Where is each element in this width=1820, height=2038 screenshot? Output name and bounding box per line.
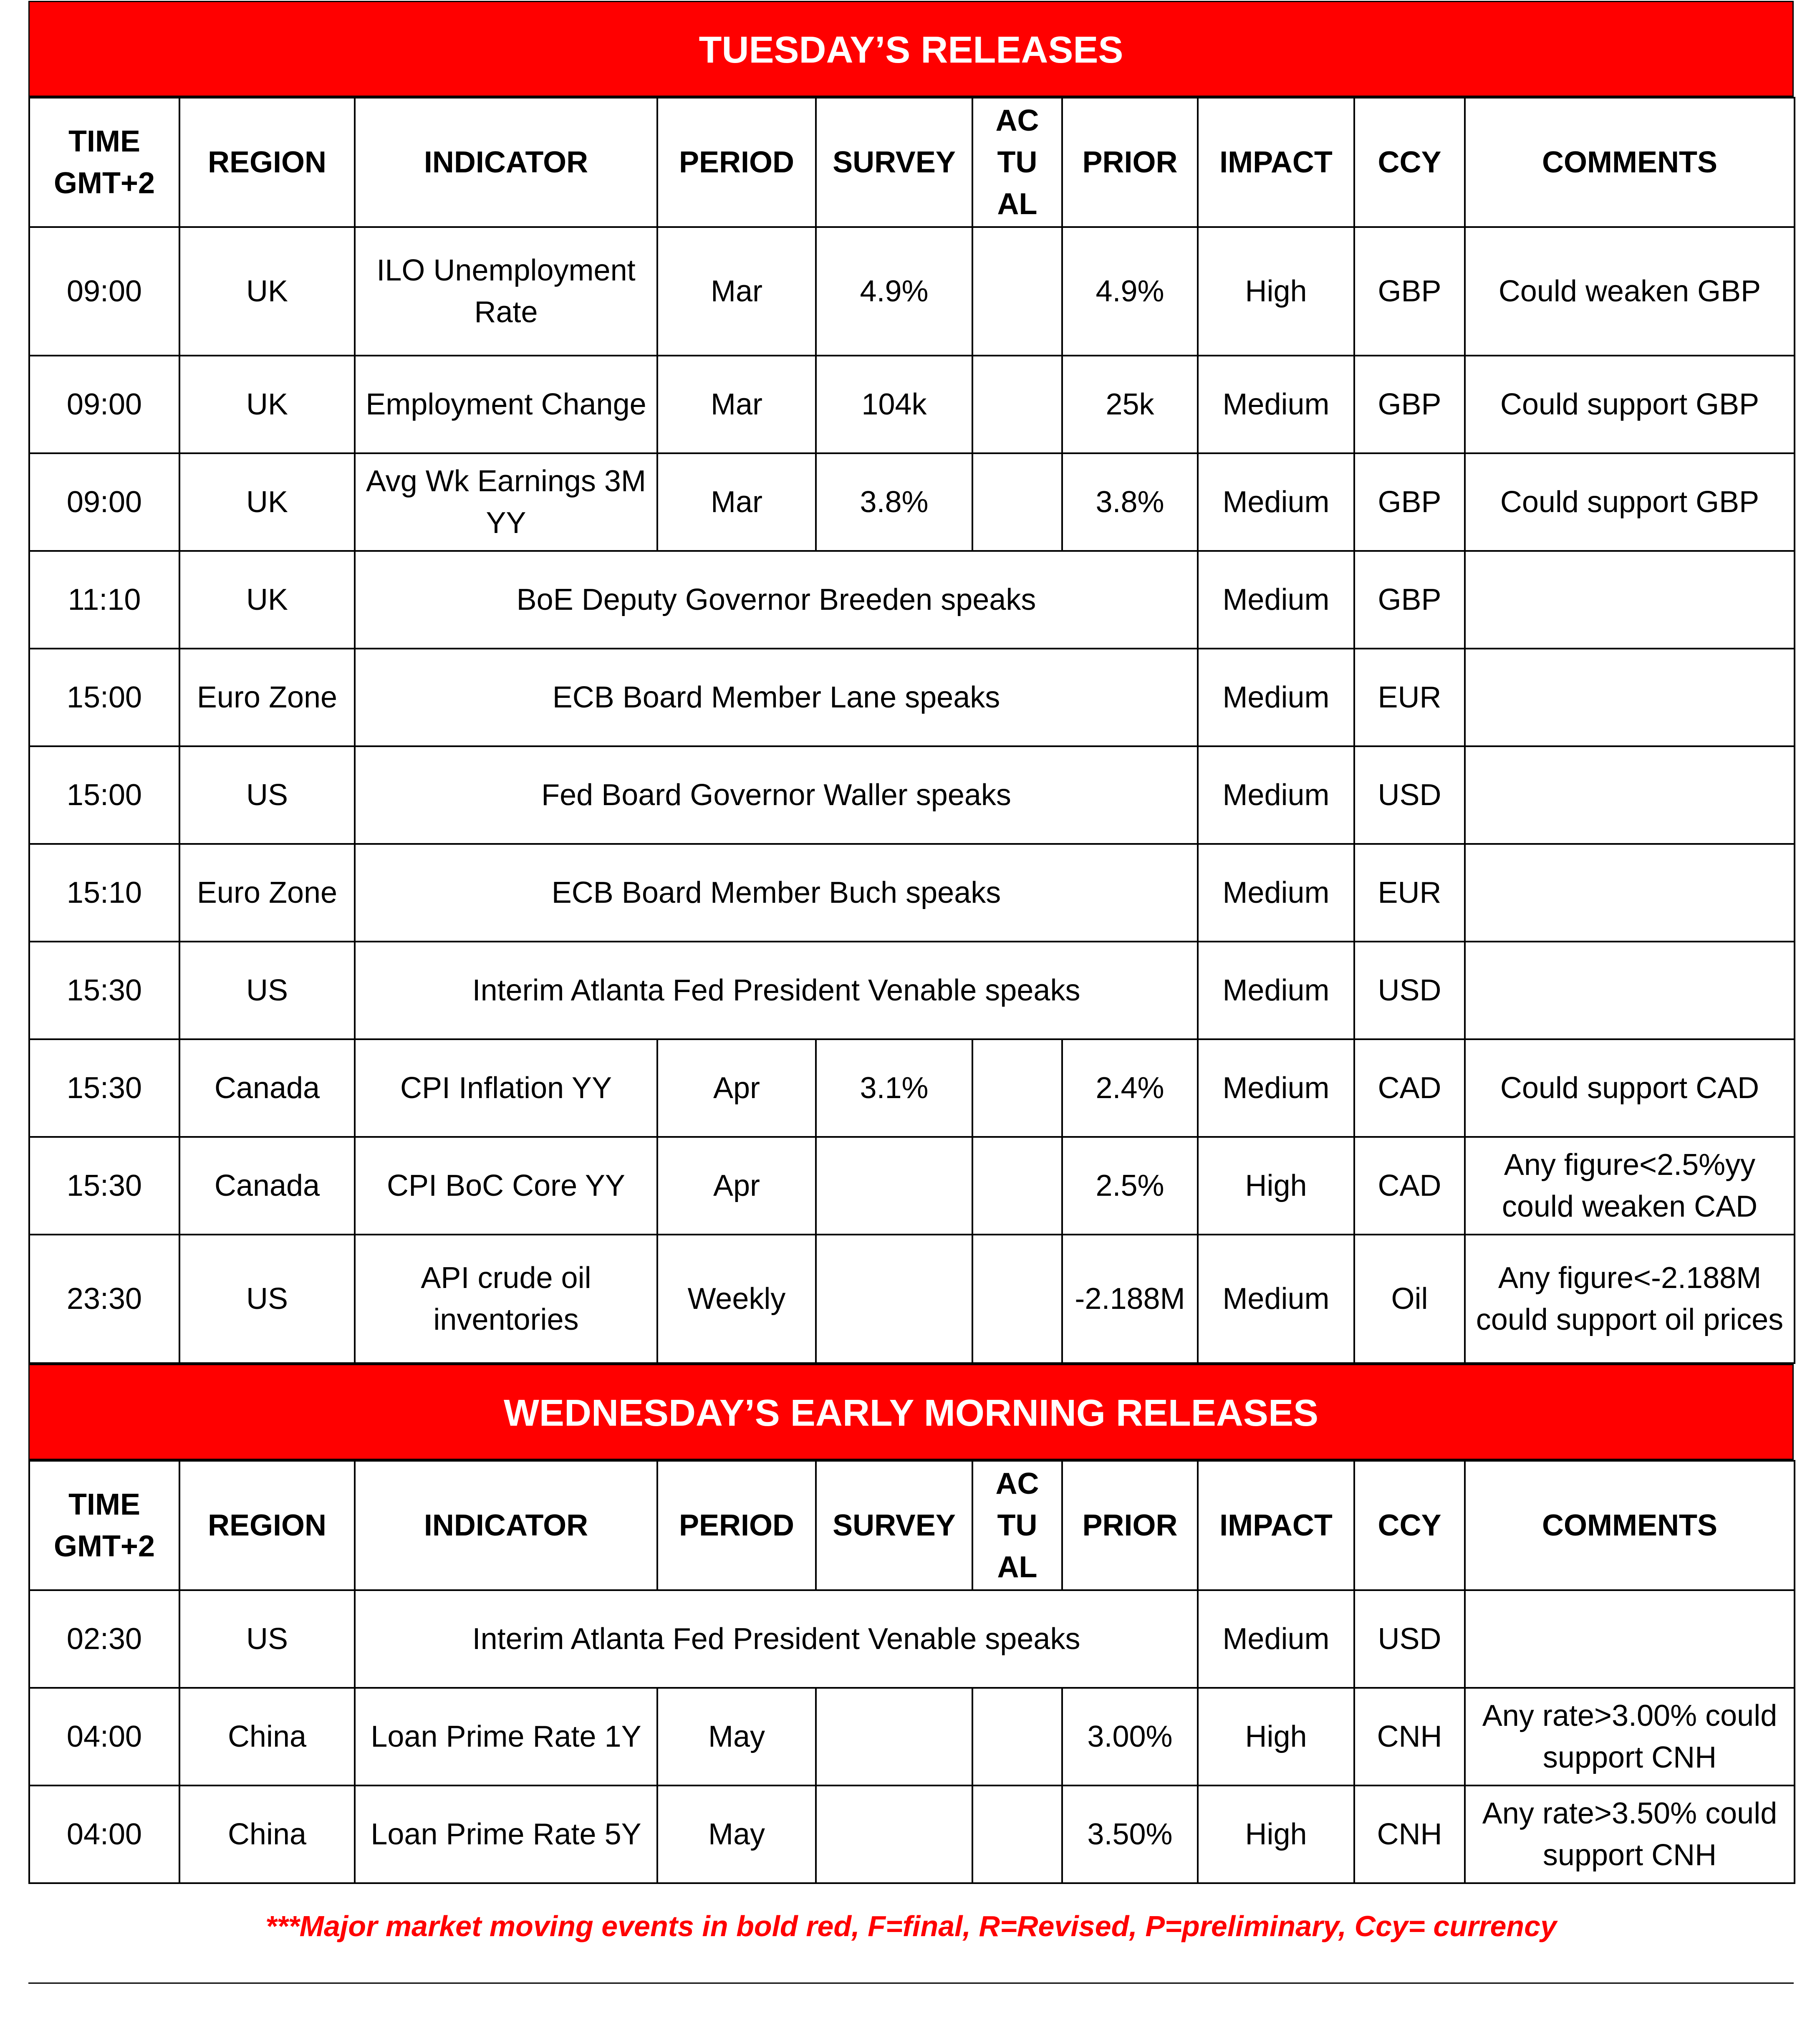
table-row (29, 844, 1795, 942)
cell-period: Mar (657, 356, 816, 453)
cell-indicator: ILO Unemployment Rate (355, 227, 657, 356)
cell-indicator: Loan Prime Rate 1Y (355, 1688, 657, 1785)
cell-comments: Any rate>3.00% could support CNH (1465, 1688, 1795, 1785)
cell-impact: Medium (1198, 746, 1354, 844)
cell-indicator: CPI BoC Core YY (355, 1137, 657, 1235)
cell-event: ECB Board Member Lane speaks (355, 649, 1198, 746)
cell-region: US (179, 746, 355, 844)
cell-actual (972, 1785, 1062, 1883)
cell-time: 23:30 (29, 1235, 179, 1363)
cell-impact: Medium (1198, 942, 1354, 1039)
section-banner-wednesday: WEDNESDAY’S EARLY MORNING RELEASES (28, 1364, 1794, 1460)
cell-indicator: CPI Inflation YY (355, 1039, 657, 1137)
cell-ccy: GBP (1354, 227, 1465, 356)
cell-region: Canada (179, 1137, 355, 1235)
table-row (29, 1137, 1795, 1235)
section-banner-tuesday: TUESDAY’S RELEASES (28, 1, 1794, 97)
cell-survey: 4.9% (816, 227, 972, 356)
cell-impact: Medium (1198, 1590, 1354, 1688)
col-header-ccy: CCY (1354, 1461, 1465, 1590)
cell-indicator: Loan Prime Rate 5Y (355, 1785, 657, 1883)
cell-ccy: CAD (1354, 1137, 1465, 1235)
table-row (29, 1688, 1795, 1785)
cell-period: Mar (657, 227, 816, 356)
cell-impact: Medium (1198, 551, 1354, 649)
cell-comments: Any rate>3.50% could support CNH (1465, 1785, 1795, 1883)
col-header-actual: AC TU AL (972, 98, 1062, 227)
col-header-prior: PRIOR (1062, 1461, 1198, 1590)
table-row (29, 356, 1795, 453)
cell-comments: Could support CAD (1465, 1039, 1795, 1137)
cell-comments (1465, 942, 1795, 1039)
col-header-survey: SURVEY (816, 1461, 972, 1590)
cell-event: ECB Board Member Buch speaks (355, 844, 1198, 942)
table-row (29, 551, 1795, 649)
cell-impact: Medium (1198, 1235, 1354, 1363)
releases-table-tuesday (28, 97, 1795, 1364)
cell-ccy: CAD (1354, 1039, 1465, 1137)
cell-impact: Medium (1198, 356, 1354, 453)
cell-ccy: GBP (1354, 551, 1465, 649)
cell-survey (816, 1688, 972, 1785)
cell-region: China (179, 1785, 355, 1883)
table-row (29, 649, 1795, 746)
cell-survey: 3.1% (816, 1039, 972, 1137)
col-header-time: TIME GMT+2 (29, 98, 179, 227)
cell-indicator: Employment Change (355, 356, 657, 453)
cell-period: Apr (657, 1137, 816, 1235)
table-row (29, 1785, 1795, 1883)
table-header (29, 98, 1795, 227)
cell-survey: 3.8% (816, 453, 972, 551)
cell-event: Fed Board Governor Waller speaks (355, 746, 1198, 844)
cell-prior: 2.4% (1062, 1039, 1198, 1137)
cell-period: Apr (657, 1039, 816, 1137)
cell-region: UK (179, 551, 355, 649)
divider (28, 1982, 1794, 1984)
table-row (29, 453, 1795, 551)
cell-indicator: Avg Wk Earnings 3M YY (355, 453, 657, 551)
cell-time: 02:30 (29, 1590, 179, 1688)
col-header-actual: AC TU AL (972, 1461, 1062, 1590)
cell-ccy: USD (1354, 746, 1465, 844)
cell-comments (1465, 746, 1795, 844)
cell-impact: Medium (1198, 844, 1354, 942)
table-header (29, 1461, 1795, 1590)
cell-impact: High (1198, 1137, 1354, 1235)
cell-actual (972, 1137, 1062, 1235)
cell-prior: -2.188M (1062, 1235, 1198, 1363)
cell-time: 09:00 (29, 227, 179, 356)
table-row (29, 746, 1795, 844)
cell-period: Weekly (657, 1235, 816, 1363)
table-row (29, 1235, 1795, 1363)
cell-indicator: API crude oil inventories (355, 1235, 657, 1363)
cell-ccy: GBP (1354, 356, 1465, 453)
cell-region: Euro Zone (179, 649, 355, 746)
cell-actual (972, 356, 1062, 453)
cell-prior: 2.5% (1062, 1137, 1198, 1235)
cell-impact: High (1198, 227, 1354, 356)
col-header-survey: SURVEY (816, 98, 972, 227)
col-header-period: PERIOD (657, 1461, 816, 1590)
cell-time: 15:10 (29, 844, 179, 942)
cell-survey (816, 1137, 972, 1235)
cell-prior: 3.8% (1062, 453, 1198, 551)
col-header-impact: IMPACT (1198, 1461, 1354, 1590)
cell-region: Canada (179, 1039, 355, 1137)
cell-time: 09:00 (29, 453, 179, 551)
cell-actual (972, 1039, 1062, 1137)
cell-comments (1465, 844, 1795, 942)
cell-period: May (657, 1688, 816, 1785)
cell-ccy: CNH (1354, 1785, 1465, 1883)
col-header-impact: IMPACT (1198, 98, 1354, 227)
cell-comments (1465, 649, 1795, 746)
cell-survey (816, 1235, 972, 1363)
cell-ccy: USD (1354, 942, 1465, 1039)
cell-ccy: Oil (1354, 1235, 1465, 1363)
cell-impact: Medium (1198, 649, 1354, 746)
col-header-comments: COMMENTS (1465, 98, 1795, 227)
cell-prior: 3.50% (1062, 1785, 1198, 1883)
cell-event: Interim Atlanta Fed President Venable speaks (355, 1590, 1198, 1688)
cell-event: Interim Atlanta Fed President Venable speaks (355, 942, 1198, 1039)
cell-time: 15:30 (29, 1137, 179, 1235)
cell-survey: 104k (816, 356, 972, 453)
cell-time: 09:00 (29, 356, 179, 453)
cell-ccy: EUR (1354, 844, 1465, 942)
cell-survey (816, 1785, 972, 1883)
cell-impact: Medium (1198, 453, 1354, 551)
table-row (29, 1590, 1795, 1688)
cell-comments: Could weaken GBP (1465, 227, 1795, 356)
cell-event: BoE Deputy Governor Breeden speaks (355, 551, 1198, 649)
cell-region: US (179, 1590, 355, 1688)
cell-time: 11:10 (29, 551, 179, 649)
cell-comments: Any figure<2.5%yy could weaken CAD (1465, 1137, 1795, 1235)
col-header-indicator: INDICATOR (355, 98, 657, 227)
table-row (29, 1039, 1795, 1137)
cell-time: 15:00 (29, 746, 179, 844)
cell-comments: Could support GBP (1465, 453, 1795, 551)
cell-comments: Any figure<-2.188M could support oil prices (1465, 1235, 1795, 1363)
cell-prior: 4.9% (1062, 227, 1198, 356)
table-row (29, 227, 1795, 356)
cell-prior: 3.00% (1062, 1688, 1198, 1785)
cell-ccy: USD (1354, 1590, 1465, 1688)
cell-region: UK (179, 453, 355, 551)
releases-table-wednesday (28, 1460, 1795, 1884)
cell-comments (1465, 551, 1795, 649)
cell-ccy: GBP (1354, 453, 1465, 551)
cell-comments (1465, 1590, 1795, 1688)
col-header-ccy: CCY (1354, 98, 1465, 227)
cell-region: China (179, 1688, 355, 1785)
cell-time: 15:30 (29, 942, 179, 1039)
cell-region: UK (179, 227, 355, 356)
table-row (29, 942, 1795, 1039)
cell-impact: High (1198, 1785, 1354, 1883)
cell-time: 15:30 (29, 1039, 179, 1137)
cell-time: 04:00 (29, 1785, 179, 1883)
cell-actual (972, 227, 1062, 356)
cell-actual (972, 453, 1062, 551)
cell-region: US (179, 1235, 355, 1363)
col-header-prior: PRIOR (1062, 98, 1198, 227)
col-header-time: TIME GMT+2 (29, 1461, 179, 1590)
cell-actual (972, 1688, 1062, 1785)
col-header-indicator: INDICATOR (355, 1461, 657, 1590)
cell-impact: Medium (1198, 1039, 1354, 1137)
release-calendar (28, 1, 1794, 1884)
footnote: ***Major market moving events in bold red, F=final, R=Revised, P=preliminary, Ccy= currency (265, 1910, 1557, 1942)
col-header-period: PERIOD (657, 98, 816, 227)
cell-time: 04:00 (29, 1688, 179, 1785)
cell-time: 15:00 (29, 649, 179, 746)
cell-impact: High (1198, 1688, 1354, 1785)
col-header-region: REGION (179, 98, 355, 227)
cell-ccy: CNH (1354, 1688, 1465, 1785)
cell-ccy: EUR (1354, 649, 1465, 746)
cell-period: Mar (657, 453, 816, 551)
cell-prior: 25k (1062, 356, 1198, 453)
cell-comments: Could support GBP (1465, 356, 1795, 453)
cell-period: May (657, 1785, 816, 1883)
cell-region: UK (179, 356, 355, 453)
cell-region: Euro Zone (179, 844, 355, 942)
cell-region: US (179, 942, 355, 1039)
col-header-comments: COMMENTS (1465, 1461, 1795, 1590)
col-header-region: REGION (179, 1461, 355, 1590)
cell-actual (972, 1235, 1062, 1363)
